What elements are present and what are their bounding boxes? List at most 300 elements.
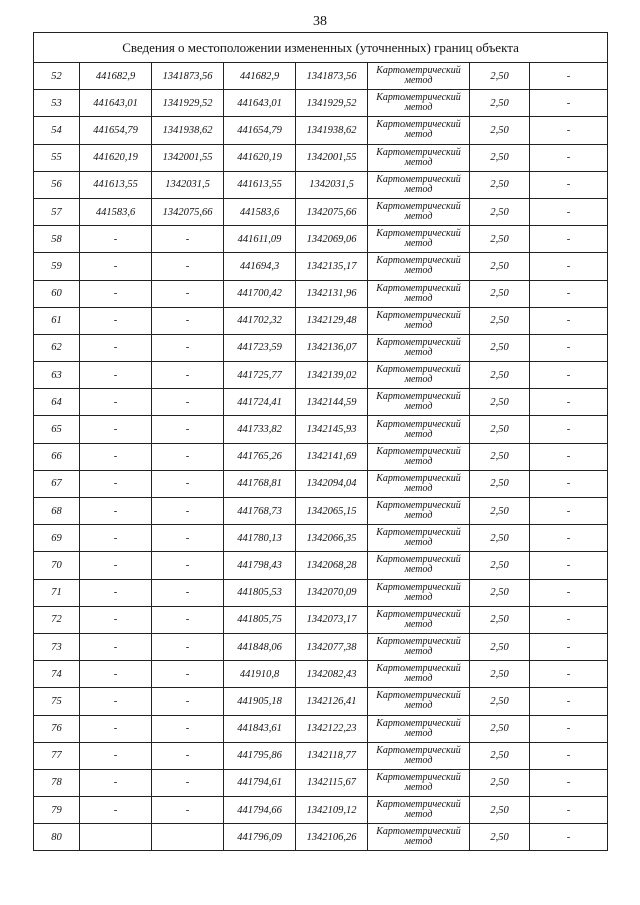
precision-cell: 2,50: [470, 171, 530, 198]
table-row: [34, 253, 608, 280]
description-cell: -: [530, 280, 608, 307]
table-row: [34, 280, 608, 307]
new-x-cell: 441794,61: [224, 769, 296, 796]
precision-cell: 2,50: [470, 742, 530, 769]
existing-y-cell: 1342001,55: [152, 144, 224, 171]
table-row: [34, 416, 608, 443]
new-y-cell: 1342139,02: [296, 362, 368, 389]
table-row: [34, 579, 608, 606]
table-row: [34, 661, 608, 688]
precision-cell: 2,50: [470, 63, 530, 90]
description-cell: -: [530, 824, 608, 851]
method-line2: метод: [404, 727, 433, 739]
method-line1: Картометрический: [376, 228, 461, 240]
method-line2: метод: [404, 265, 433, 277]
table-row: [34, 606, 608, 633]
table-row: [34, 769, 608, 796]
method-cell: [368, 226, 470, 253]
new-y-cell: 1342065,15: [296, 498, 368, 525]
table-row: [34, 63, 608, 90]
method-line2: метод: [404, 673, 433, 685]
new-y-cell: 1342145,93: [296, 416, 368, 443]
existing-y-cell: -: [152, 769, 224, 796]
precision-cell: 2,50: [470, 117, 530, 144]
point-number-cell: 80: [34, 824, 80, 851]
table-row: [34, 633, 608, 660]
existing-y-cell: -: [152, 280, 224, 307]
existing-y-cell: -: [152, 742, 224, 769]
method-line2: метод: [404, 211, 433, 223]
method-cell: [368, 389, 470, 416]
new-x-cell: 441765,26: [224, 443, 296, 470]
method-cell: [368, 362, 470, 389]
method-line1: Картометрический: [376, 445, 461, 457]
existing-y-cell: -: [152, 633, 224, 660]
method-line1: Картометрический: [376, 771, 461, 783]
method-cell: [368, 824, 470, 851]
method-line2: метод: [404, 754, 433, 766]
method-line1: Картометрический: [376, 554, 461, 566]
table-row: [34, 552, 608, 579]
method-line1: Картометрический: [376, 336, 461, 348]
new-y-cell: 1342075,66: [296, 198, 368, 225]
method-cell: [368, 416, 470, 443]
point-number-cell: 68: [34, 498, 80, 525]
point-number-cell: 79: [34, 797, 80, 824]
description-cell: -: [530, 470, 608, 497]
new-x-cell: 441620,19: [224, 144, 296, 171]
new-x-cell: 441768,81: [224, 470, 296, 497]
point-number-cell: 65: [34, 416, 80, 443]
new-x-cell: 441723,59: [224, 334, 296, 361]
point-number-cell: 70: [34, 552, 80, 579]
new-x-cell: 441724,41: [224, 389, 296, 416]
precision-cell: 2,50: [470, 824, 530, 851]
precision-cell: 2,50: [470, 579, 530, 606]
method-cell: [368, 334, 470, 361]
page-number: 38: [313, 14, 327, 29]
method-line1: Картометрический: [376, 201, 461, 213]
table-row: [34, 715, 608, 742]
existing-y-cell: -: [152, 797, 224, 824]
new-x-cell: 441694,3: [224, 253, 296, 280]
boundary-table: [33, 32, 608, 851]
description-cell: -: [530, 334, 608, 361]
method-line2: метод: [404, 564, 433, 576]
existing-y-cell: 1341938,62: [152, 117, 224, 144]
method-line1: Картометрический: [376, 527, 461, 539]
existing-x-cell: 441583,6: [80, 198, 152, 225]
point-number-cell: 64: [34, 389, 80, 416]
precision-cell: 2,50: [470, 334, 530, 361]
method-cell: [368, 688, 470, 715]
precision-cell: 2,50: [470, 253, 530, 280]
new-y-cell: 1342001,55: [296, 144, 368, 171]
method-line1: Картометрический: [376, 799, 461, 811]
table-row: [34, 117, 608, 144]
existing-x-cell: -: [80, 715, 152, 742]
new-y-cell: 1342069,06: [296, 226, 368, 253]
method-line1: Картометрический: [376, 636, 461, 648]
precision-cell: 2,50: [470, 226, 530, 253]
existing-y-cell: -: [152, 470, 224, 497]
method-line2: метод: [404, 591, 433, 603]
table-row: [34, 90, 608, 117]
table-row: [34, 307, 608, 334]
description-cell: -: [530, 797, 608, 824]
existing-y-cell: -: [152, 579, 224, 606]
method-line2: метод: [404, 319, 433, 331]
description-cell: -: [530, 552, 608, 579]
point-number-cell: 76: [34, 715, 80, 742]
new-x-cell: 441796,09: [224, 824, 296, 851]
table-row: [34, 443, 608, 470]
description-cell: -: [530, 144, 608, 171]
point-number-cell: 72: [34, 606, 80, 633]
method-cell: [368, 552, 470, 579]
existing-x-cell: 441654,79: [80, 117, 152, 144]
existing-x-cell: -: [80, 579, 152, 606]
method-line1: Картометрический: [376, 717, 461, 729]
new-y-cell: 1342109,12: [296, 797, 368, 824]
new-x-cell: 441843,61: [224, 715, 296, 742]
existing-x-cell: -: [80, 742, 152, 769]
existing-y-cell: -: [152, 253, 224, 280]
existing-y-cell: 1342031,5: [152, 171, 224, 198]
description-cell: -: [530, 525, 608, 552]
method-line1: Картометрический: [376, 744, 461, 756]
new-x-cell: 441702,32: [224, 307, 296, 334]
new-x-cell: 441725,77: [224, 362, 296, 389]
existing-x-cell: -: [80, 688, 152, 715]
method-line2: метод: [404, 482, 433, 494]
precision-cell: 2,50: [470, 144, 530, 171]
table-row: [34, 742, 608, 769]
description-cell: -: [530, 63, 608, 90]
method-line2: метод: [404, 618, 433, 630]
method-line1: Картометрический: [376, 690, 461, 702]
new-y-cell: 1342031,5: [296, 171, 368, 198]
point-number-cell: 53: [34, 90, 80, 117]
method-cell: [368, 769, 470, 796]
precision-cell: 2,50: [470, 416, 530, 443]
method-line1: Картометрический: [376, 826, 461, 838]
method-line2: метод: [404, 646, 433, 658]
precision-cell: 2,50: [470, 769, 530, 796]
table-row: [34, 198, 608, 225]
method-line2: метод: [404, 346, 433, 358]
existing-y-cell: -: [152, 416, 224, 443]
description-cell: -: [530, 416, 608, 443]
method-line1: Картометрический: [376, 418, 461, 430]
new-y-cell: 1342068,28: [296, 552, 368, 579]
method-cell: [368, 63, 470, 90]
new-x-cell: 441643,01: [224, 90, 296, 117]
precision-cell: 2,50: [470, 552, 530, 579]
point-number-cell: 55: [34, 144, 80, 171]
method-cell: [368, 253, 470, 280]
precision-cell: 2,50: [470, 389, 530, 416]
new-x-cell: 441733,82: [224, 416, 296, 443]
new-x-cell: 441583,6: [224, 198, 296, 225]
description-cell: -: [530, 389, 608, 416]
method-line1: Картометрический: [376, 309, 461, 321]
existing-y-cell: -: [152, 525, 224, 552]
method-line2: метод: [404, 537, 433, 549]
method-line2: метод: [404, 75, 433, 87]
existing-x-cell: -: [80, 797, 152, 824]
existing-x-cell: -: [80, 552, 152, 579]
point-number-cell: 75: [34, 688, 80, 715]
existing-y-cell: -: [152, 715, 224, 742]
existing-y-cell: -: [152, 688, 224, 715]
method-line1: Картометрический: [376, 119, 461, 131]
new-x-cell: 441848,06: [224, 633, 296, 660]
method-cell: [368, 633, 470, 660]
point-number-cell: 52: [34, 63, 80, 90]
existing-y-cell: 1341873,56: [152, 63, 224, 90]
precision-cell: 2,50: [470, 498, 530, 525]
table-row: [34, 525, 608, 552]
precision-cell: 2,50: [470, 661, 530, 688]
existing-y-cell: -: [152, 362, 224, 389]
point-number-cell: 78: [34, 769, 80, 796]
method-line2: метод: [404, 836, 433, 848]
existing-y-cell: 1342075,66: [152, 198, 224, 225]
existing-x-cell: [80, 824, 152, 851]
existing-x-cell: 441620,19: [80, 144, 152, 171]
description-cell: -: [530, 307, 608, 334]
existing-y-cell: -: [152, 498, 224, 525]
method-cell: [368, 144, 470, 171]
precision-cell: 2,50: [470, 797, 530, 824]
description-cell: -: [530, 362, 608, 389]
existing-x-cell: -: [80, 416, 152, 443]
description-cell: -: [530, 742, 608, 769]
point-number-cell: 54: [34, 117, 80, 144]
point-number-cell: 71: [34, 579, 80, 606]
method-line1: Картометрический: [376, 173, 461, 185]
new-x-cell: 441613,55: [224, 171, 296, 198]
method-cell: [368, 443, 470, 470]
description-cell: -: [530, 117, 608, 144]
new-y-cell: 1342131,96: [296, 280, 368, 307]
precision-cell: 2,50: [470, 606, 530, 633]
method-line1: Картометрический: [376, 472, 461, 484]
point-number-cell: 63: [34, 362, 80, 389]
method-line2: метод: [404, 156, 433, 168]
point-number-cell: 58: [34, 226, 80, 253]
new-y-cell: 1342129,48: [296, 307, 368, 334]
new-x-cell: 441795,86: [224, 742, 296, 769]
method-line2: метод: [404, 510, 433, 522]
method-cell: [368, 742, 470, 769]
method-line2: метод: [404, 428, 433, 440]
new-x-cell: 441910,8: [224, 661, 296, 688]
existing-x-cell: -: [80, 769, 152, 796]
new-y-cell: 1342135,17: [296, 253, 368, 280]
method-line2: метод: [404, 183, 433, 195]
precision-cell: 2,50: [470, 470, 530, 497]
point-number-cell: 57: [34, 198, 80, 225]
new-x-cell: 441780,13: [224, 525, 296, 552]
existing-x-cell: -: [80, 253, 152, 280]
table-row: [34, 226, 608, 253]
point-number-cell: 62: [34, 334, 80, 361]
precision-cell: 2,50: [470, 362, 530, 389]
point-number-cell: 56: [34, 171, 80, 198]
new-y-cell: 1342118,77: [296, 742, 368, 769]
description-cell: -: [530, 688, 608, 715]
new-x-cell: 441794,66: [224, 797, 296, 824]
method-line1: Картометрический: [376, 282, 461, 294]
point-number-cell: 60: [34, 280, 80, 307]
existing-x-cell: 441682,9: [80, 63, 152, 90]
table-row: [34, 144, 608, 171]
method-cell: [368, 171, 470, 198]
description-cell: -: [530, 661, 608, 688]
precision-cell: 2,50: [470, 633, 530, 660]
new-x-cell: 441805,75: [224, 606, 296, 633]
description-cell: -: [530, 498, 608, 525]
method-line2: метод: [404, 700, 433, 712]
table-row: [34, 498, 608, 525]
precision-cell: 2,50: [470, 525, 530, 552]
method-line2: метод: [404, 809, 433, 821]
new-y-cell: 1342141,69: [296, 443, 368, 470]
new-y-cell: 1341938,62: [296, 117, 368, 144]
method-cell: [368, 579, 470, 606]
existing-y-cell: -: [152, 389, 224, 416]
new-y-cell: 1342066,35: [296, 525, 368, 552]
new-y-cell: 1342077,38: [296, 633, 368, 660]
existing-y-cell: -: [152, 606, 224, 633]
method-line1: Картометрический: [376, 581, 461, 593]
existing-x-cell: 441613,55: [80, 171, 152, 198]
description-cell: -: [530, 198, 608, 225]
table-title: Сведения о местоположении измененных (уточненных) границ объекта: [34, 33, 608, 63]
method-cell: [368, 525, 470, 552]
existing-y-cell: 1341929,52: [152, 90, 224, 117]
existing-y-cell: -: [152, 443, 224, 470]
method-line2: метод: [404, 238, 433, 250]
table-row: [34, 334, 608, 361]
new-x-cell: 441768,73: [224, 498, 296, 525]
table-row: [34, 362, 608, 389]
table-row: [34, 171, 608, 198]
existing-y-cell: -: [152, 334, 224, 361]
existing-x-cell: -: [80, 389, 152, 416]
new-y-cell: 1342122,23: [296, 715, 368, 742]
new-x-cell: 441905,18: [224, 688, 296, 715]
method-cell: [368, 307, 470, 334]
precision-cell: 2,50: [470, 307, 530, 334]
existing-y-cell: -: [152, 661, 224, 688]
existing-y-cell: -: [152, 307, 224, 334]
method-cell: [368, 661, 470, 688]
description-cell: -: [530, 633, 608, 660]
method-cell: [368, 90, 470, 117]
method-line1: Картометрический: [376, 663, 461, 675]
method-line1: Картометрический: [376, 92, 461, 104]
point-number-cell: 67: [34, 470, 80, 497]
method-line1: Картометрический: [376, 146, 461, 158]
method-cell: [368, 797, 470, 824]
existing-x-cell: -: [80, 498, 152, 525]
table-row: [34, 797, 608, 824]
method-line2: метод: [404, 102, 433, 114]
new-y-cell: 1341873,56: [296, 63, 368, 90]
precision-cell: 2,50: [470, 280, 530, 307]
existing-x-cell: -: [80, 443, 152, 470]
new-y-cell: 1342082,43: [296, 661, 368, 688]
method-line2: метод: [404, 781, 433, 793]
method-cell: [368, 715, 470, 742]
new-x-cell: 441700,42: [224, 280, 296, 307]
method-cell: [368, 498, 470, 525]
description-cell: -: [530, 443, 608, 470]
point-number-cell: 69: [34, 525, 80, 552]
existing-x-cell: -: [80, 661, 152, 688]
existing-x-cell: 441643,01: [80, 90, 152, 117]
method-line2: метод: [404, 292, 433, 304]
method-cell: [368, 470, 470, 497]
method-line2: метод: [404, 374, 433, 386]
new-y-cell: 1342070,09: [296, 579, 368, 606]
method-cell: [368, 280, 470, 307]
new-x-cell: 441805,53: [224, 579, 296, 606]
precision-cell: 2,50: [470, 715, 530, 742]
method-line1: Картометрический: [376, 364, 461, 376]
point-number-cell: 73: [34, 633, 80, 660]
new-x-cell: 441654,79: [224, 117, 296, 144]
new-y-cell: 1342073,17: [296, 606, 368, 633]
precision-cell: 2,50: [470, 90, 530, 117]
method-line2: метод: [404, 401, 433, 413]
description-cell: -: [530, 579, 608, 606]
description-cell: -: [530, 226, 608, 253]
new-y-cell: 1342094,04: [296, 470, 368, 497]
point-number-cell: 61: [34, 307, 80, 334]
existing-x-cell: -: [80, 226, 152, 253]
description-cell: -: [530, 253, 608, 280]
method-cell: [368, 198, 470, 225]
existing-x-cell: -: [80, 606, 152, 633]
method-line1: Картометрический: [376, 391, 461, 403]
existing-x-cell: -: [80, 633, 152, 660]
point-number-cell: 74: [34, 661, 80, 688]
existing-y-cell: -: [152, 552, 224, 579]
new-y-cell: 1342126,41: [296, 688, 368, 715]
description-cell: -: [530, 90, 608, 117]
new-x-cell: 441682,9: [224, 63, 296, 90]
existing-x-cell: -: [80, 334, 152, 361]
table-row: [34, 824, 608, 851]
existing-y-cell: [152, 824, 224, 851]
new-x-cell: 441798,43: [224, 552, 296, 579]
existing-x-cell: -: [80, 280, 152, 307]
existing-x-cell: -: [80, 470, 152, 497]
precision-cell: 2,50: [470, 198, 530, 225]
method-line2: метод: [404, 455, 433, 467]
point-number-cell: 59: [34, 253, 80, 280]
description-cell: -: [530, 769, 608, 796]
new-y-cell: 1341929,52: [296, 90, 368, 117]
method-line1: Картометрический: [376, 608, 461, 620]
table-row: [34, 688, 608, 715]
point-number-cell: 77: [34, 742, 80, 769]
existing-x-cell: -: [80, 525, 152, 552]
